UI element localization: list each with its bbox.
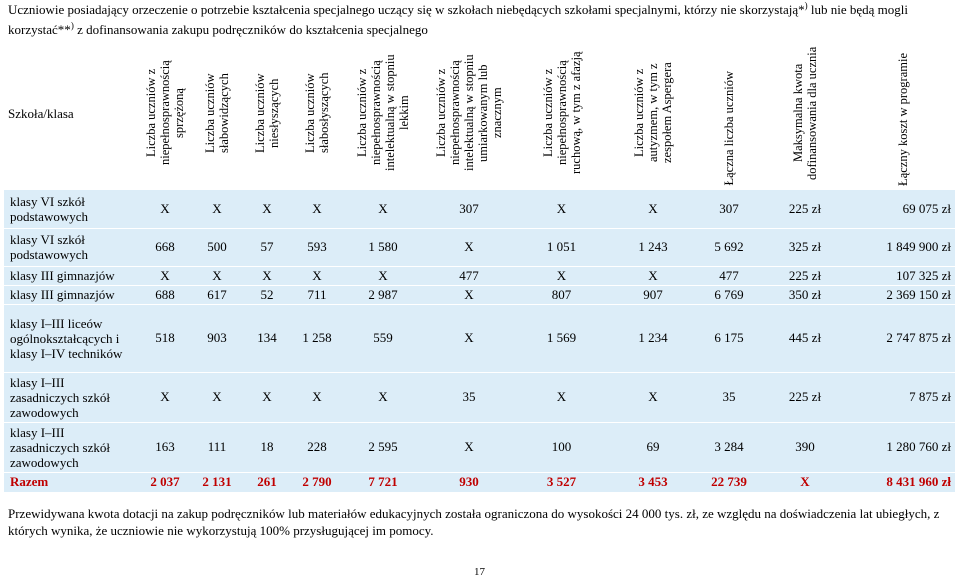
table-cell: X bbox=[243, 266, 291, 285]
table-cell: X bbox=[608, 372, 698, 422]
col-header: Liczba uczniów niesłyszących bbox=[243, 40, 291, 188]
table-cell: X bbox=[243, 372, 291, 422]
table-cell: 593 bbox=[291, 228, 343, 266]
col-header: Łączny koszt w programie bbox=[850, 40, 955, 188]
table-cell: X bbox=[139, 190, 191, 228]
total-cell: 8 431 960 zł bbox=[850, 472, 955, 491]
table-cell: 6 769 bbox=[698, 285, 760, 304]
total-cell: 930 bbox=[423, 472, 515, 491]
table-cell: X bbox=[243, 190, 291, 228]
table-cell: X bbox=[191, 372, 243, 422]
total-cell: 22 739 bbox=[698, 472, 760, 491]
col-header: Maksymalna kwota dofinansowania dla ucznia bbox=[760, 40, 850, 188]
table-cell: 307 bbox=[698, 190, 760, 228]
table-cell: 225 zł bbox=[760, 190, 850, 228]
table-cell: 518 bbox=[139, 304, 191, 372]
total-cell: 2 790 bbox=[291, 472, 343, 491]
col-header: Liczba uczniów słabosłyszących bbox=[291, 40, 343, 188]
total-row bbox=[4, 472, 955, 491]
table-cell: 6 175 bbox=[698, 304, 760, 372]
total-cell: 3 527 bbox=[515, 472, 608, 491]
total-cell: 7 721 bbox=[343, 472, 423, 491]
table-cell: X bbox=[291, 266, 343, 285]
table-cell: 1 258 bbox=[291, 304, 343, 372]
row-label: klasy VI szkół podstawowych bbox=[4, 228, 139, 266]
table-cell: X bbox=[608, 190, 698, 228]
table-cell: 107 325 zł bbox=[850, 266, 955, 285]
table-cell: 69 075 zł bbox=[850, 190, 955, 228]
table-cell: 445 zł bbox=[760, 304, 850, 372]
page-number: 17 bbox=[474, 566, 485, 578]
table-cell: 688 bbox=[139, 285, 191, 304]
table-cell: 2 987 bbox=[343, 285, 423, 304]
table-cell: 1 580 bbox=[343, 228, 423, 266]
table-cell: X bbox=[343, 372, 423, 422]
students-table bbox=[4, 40, 955, 492]
table-cell: 307 bbox=[423, 190, 515, 228]
school-class-header: Szkoła/klasa bbox=[4, 40, 139, 188]
col-header: Liczba uczniów z niepełnosprawnością sprzężoną bbox=[139, 40, 191, 188]
table-row bbox=[4, 266, 955, 285]
table-row bbox=[4, 372, 955, 422]
table-cell: 711 bbox=[291, 285, 343, 304]
col-header: Liczba uczniów z niepełnosprawnością ruchową, w tym z afazją bbox=[515, 40, 608, 188]
table-cell: 1 234 bbox=[608, 304, 698, 372]
table-cell: 3 284 bbox=[698, 422, 760, 472]
header-row bbox=[4, 40, 955, 188]
table-cell: X bbox=[191, 190, 243, 228]
table-cell: 477 bbox=[423, 266, 515, 285]
table-cell: 1 569 bbox=[515, 304, 608, 372]
table-cell: 2 747 875 zł bbox=[850, 304, 955, 372]
table-cell: 69 bbox=[608, 422, 698, 472]
table-cell: 1 849 900 zł bbox=[850, 228, 955, 266]
table-cell: 18 bbox=[243, 422, 291, 472]
total-cell: X bbox=[760, 472, 850, 491]
table-cell: 5 692 bbox=[698, 228, 760, 266]
table-cell: X bbox=[191, 266, 243, 285]
table-cell: 1 280 760 zł bbox=[850, 422, 955, 472]
table-cell: X bbox=[608, 266, 698, 285]
table-cell: 57 bbox=[243, 228, 291, 266]
table-cell: 2 369 150 zł bbox=[850, 285, 955, 304]
table-cell: 907 bbox=[608, 285, 698, 304]
heading-text-3: z dofinansowania zakupu podręczników do kształcenia specjalnego bbox=[73, 22, 428, 37]
table-cell: X bbox=[343, 190, 423, 228]
table-row bbox=[4, 190, 955, 228]
col-header: Liczba uczniów z niepełnosprawnością intelektualną w stopniu lekkim bbox=[343, 40, 423, 188]
table-cell: 100 bbox=[515, 422, 608, 472]
total-label: Razem bbox=[4, 472, 139, 491]
table-cell: 35 bbox=[698, 372, 760, 422]
table-cell: X bbox=[515, 266, 608, 285]
table-cell: 1 051 bbox=[515, 228, 608, 266]
table-cell: X bbox=[515, 372, 608, 422]
col-header: Liczba uczniów z autyzmem, w tym z zespołem Aspergera bbox=[608, 40, 698, 188]
heading-text-2: lub nie będą mogli korzystać** bbox=[8, 2, 909, 37]
table-cell: 325 zł bbox=[760, 228, 850, 266]
table-cell: X bbox=[139, 266, 191, 285]
table-cell: X bbox=[139, 372, 191, 422]
table-cell: 134 bbox=[243, 304, 291, 372]
row-label: klasy I–III zasadniczych szkół zawodowych bbox=[4, 422, 139, 472]
table-cell: 111 bbox=[191, 422, 243, 472]
table-cell: X bbox=[423, 228, 515, 266]
footnote: Przewidywana kwota dotacji na zakup podręczników lub materiałów edukacyjnych została ograniczona do wysokości 24 000 tys. zł, ze względu na doświadczenia lat ubiegłych, z których wynika, że uczniowie nie wykorzystują 100% przysługującej im pomocy. bbox=[8, 506, 940, 538]
table-row bbox=[4, 228, 955, 266]
table-cell: X bbox=[423, 422, 515, 472]
table-row bbox=[4, 422, 955, 472]
row-label: klasy III gimnazjów bbox=[4, 285, 139, 304]
row-label: klasy I–III zasadniczych szkół zawodowych bbox=[4, 372, 139, 422]
total-cell: 261 bbox=[243, 472, 291, 491]
table-cell: 903 bbox=[191, 304, 243, 372]
table-cell: 668 bbox=[139, 228, 191, 266]
table-cell: X bbox=[291, 372, 343, 422]
table-row bbox=[4, 304, 955, 372]
table-cell: 52 bbox=[243, 285, 291, 304]
col-header: Liczba uczniów słabowidzących bbox=[191, 40, 243, 188]
table-cell: 617 bbox=[191, 285, 243, 304]
total-cell: 2 131 bbox=[191, 472, 243, 491]
table-cell: X bbox=[423, 285, 515, 304]
table-cell: 350 zł bbox=[760, 285, 850, 304]
col-header: Łączna liczba uczniów bbox=[698, 40, 760, 188]
table-cell: 228 bbox=[291, 422, 343, 472]
table-cell: X bbox=[515, 190, 608, 228]
total-cell: 2 037 bbox=[139, 472, 191, 491]
document-heading bbox=[8, 0, 953, 40]
table-cell: 2 595 bbox=[343, 422, 423, 472]
table-cell: 35 bbox=[423, 372, 515, 422]
row-label: klasy III gimnazjów bbox=[4, 266, 139, 285]
table-cell: 1 243 bbox=[608, 228, 698, 266]
table-cell: 225 zł bbox=[760, 266, 850, 285]
row-label: klasy VI szkół podstawowych bbox=[4, 190, 139, 228]
heading-sup-1: ) bbox=[804, 0, 808, 11]
table-cell: 500 bbox=[191, 228, 243, 266]
table-cell: 225 zł bbox=[760, 372, 850, 422]
table-row bbox=[4, 285, 955, 304]
heading-sup-2: ) bbox=[70, 20, 74, 31]
table-cell: X bbox=[291, 190, 343, 228]
table-cell: 163 bbox=[139, 422, 191, 472]
table-cell: 390 bbox=[760, 422, 850, 472]
col-header: Liczba uczniów z niepełnosprawnością intelektualną w stopniu umiarkowanym lub znacznym bbox=[423, 40, 515, 188]
table-cell: X bbox=[423, 304, 515, 372]
table-cell: 807 bbox=[515, 285, 608, 304]
table-cell: 559 bbox=[343, 304, 423, 372]
table-cell: 477 bbox=[698, 266, 760, 285]
table-cell: X bbox=[343, 266, 423, 285]
row-label: klasy I–III liceów ogólnokształcących i klasy I–IV techników bbox=[4, 304, 139, 372]
total-cell: 3 453 bbox=[608, 472, 698, 491]
table-cell: 7 875 zł bbox=[850, 372, 955, 422]
heading-text-1: Uczniowie posiadający orzeczenie o potrzebie kształcenia specjalnego uczący się w szkołach niebędących szkołami specjalnymi, którzy nie skorzystają* bbox=[8, 2, 805, 17]
